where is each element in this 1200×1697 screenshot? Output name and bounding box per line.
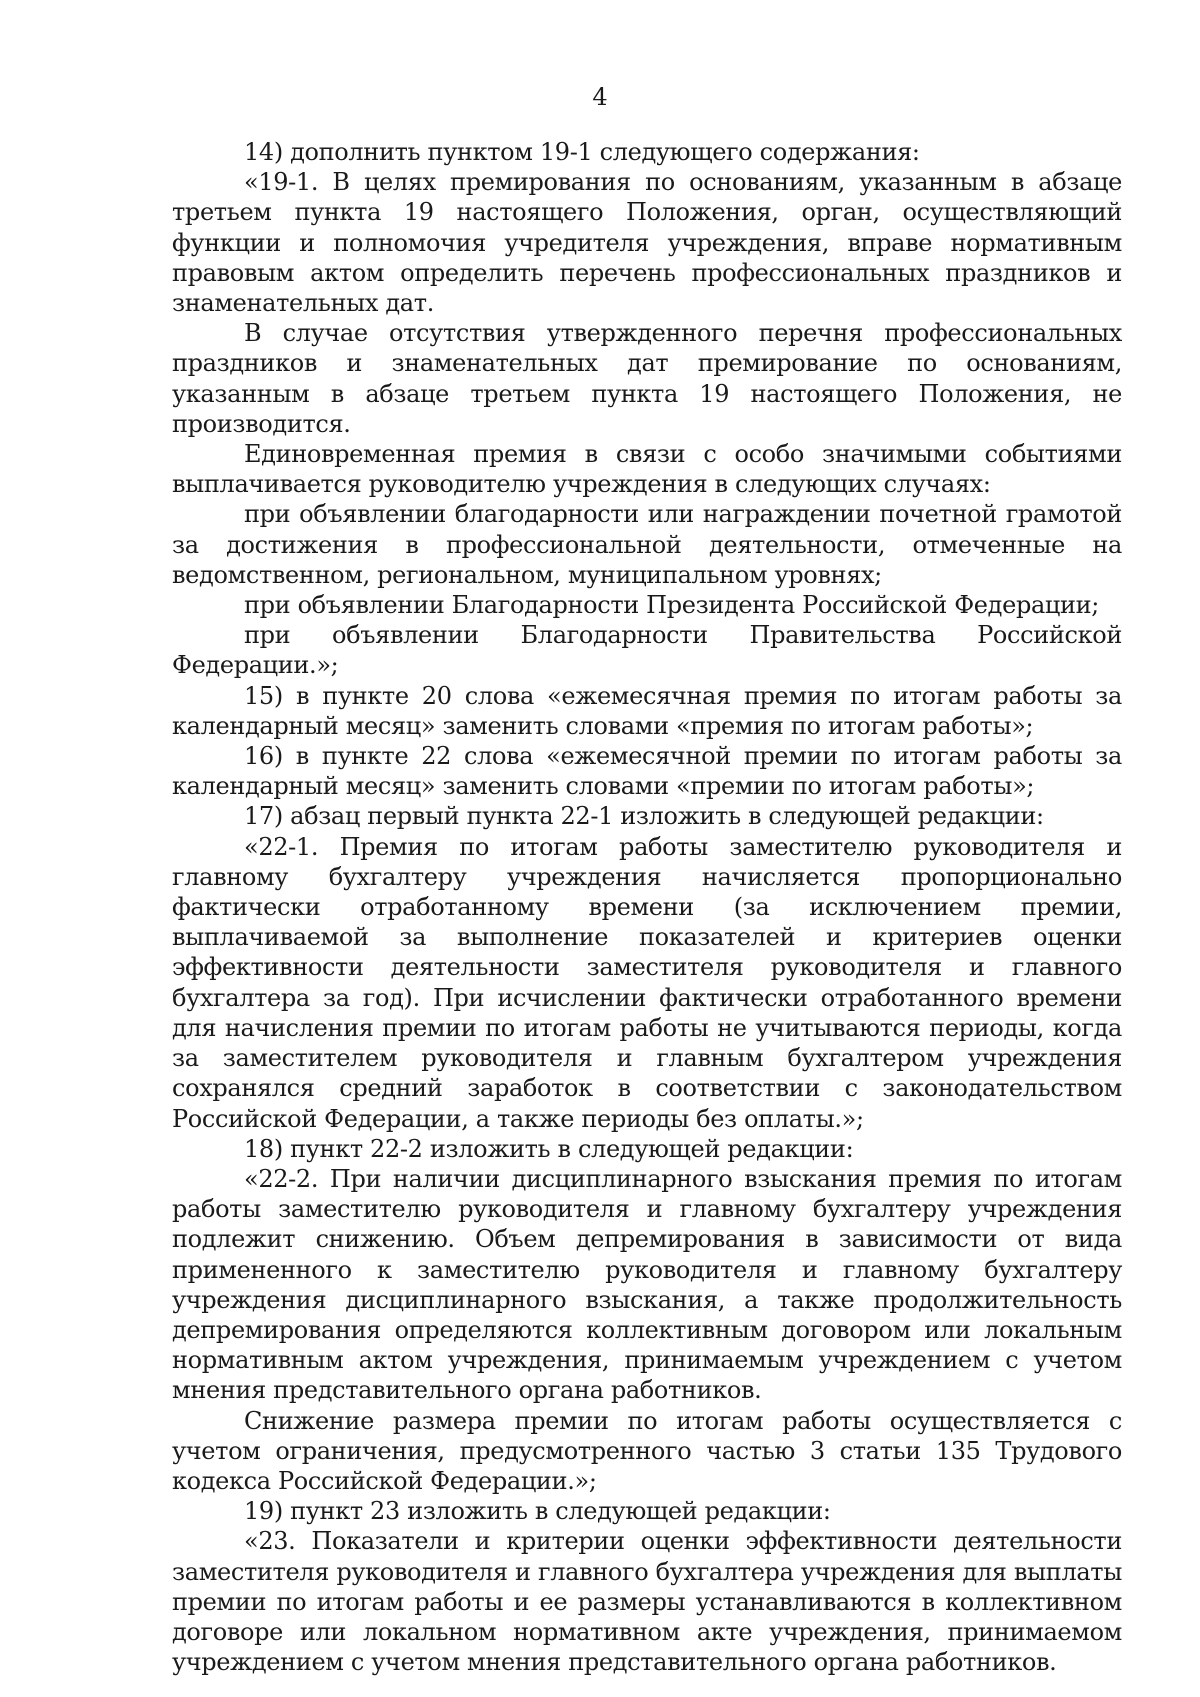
paragraph-22-1: «22-1. Премия по итогам работы заместителю руководителя и главному бухгалтеру учреждения начисляется пропорционально фактически отработанному времени (за исключением премии, выплачиваемой за выполнение показателей и критериев оценки эффективности деятельности заместителя руководителя и главного бухгалтера за год). При исчислении фактически отработанного времени для начисления премии по итогам работы не учитываются периоды, когда за заместителем руководителя и главным бухгалтером учреждения сохранялся средний заработок в соответствии с законодательством Российской Федерации, а также периоды без оплаты.»; [172, 832, 1122, 1133]
document-body [172, 137, 1122, 1677]
paragraph-19-1: «19-1. В целях премирования по основаниям, указанным в абзаце третьем пункта 19 настоящего Положения, орган, осуществляющий функции и полномочия учредителя учреждения, вправе нормативным правовым актом определить перечень профессиональных праздников и знаменательных дат. [172, 168, 1122, 318]
page-number: 4 [592, 83, 608, 111]
paragraph-15: 15) в пункте 20 слова «ежемесячная премия по итогам работы за календарный месяц» заменить словами «премия по итогам работы»; [172, 681, 1122, 740]
paragraph-gratitude-certificate: при объявлении благодарности или награждении почетной грамотой за достижения в профессиональной деятельности, отмеченные на ведомственном, региональном, муниципальном уровнях; [172, 500, 1122, 589]
paragraph-president-gratitude: при объявлении Благодарности Президента Российской Федерации; [244, 591, 1100, 620]
paragraph-23: «23. Показатели и критерии оценки эффективности деятельности заместителя руководителя и главного бухгалтера учреждения для выплаты премии по итогам работы и ее размеры устанавливаются в коллективном договоре или локальном нормативном акте учреждения, принимаемом учреждением с учетом мнения представительного органа работников. [172, 1527, 1122, 1677]
paragraph-17: 17) абзац первый пункта 22-1 изложить в следующей редакции: [244, 802, 1044, 831]
paragraph-14-intro: 14) дополнить пунктом 19-1 следующего содержания: [244, 138, 920, 166]
paragraph-16: 16) в пункте 22 слова «ежемесячной премии по итогам работы за календарный месяц» заменить словами «премии по итогам работы»; [172, 742, 1122, 801]
paragraph-19: 19) пункт 23 изложить в следующей редакции: [244, 1497, 831, 1526]
paragraph-government-gratitude: при объявлении Благодарности Правительства Российской Федерации.»; [172, 621, 1122, 680]
paragraph-absence-case: В случае отсутствия утвержденного перечня профессиональных праздников и знаменательных дат премирование по основаниям, указанным в абзаце третьем пункта 19 настоящего Положения, не производится. [172, 319, 1122, 438]
paragraph-18: 18) пункт 22-2 изложить в следующей редакции: [244, 1134, 854, 1163]
paragraph-bonus-reduction: Снижение размера премии по итогам работы осуществляется с учетом ограничения, предусмотренного частью 3 статьи 135 Трудового кодекса Российской Федерации.»; [172, 1406, 1122, 1495]
paragraph-one-time-bonus: Единовременная премия в связи с особо значимыми событиями выплачивается руководителю учреждения в следующих случаях: [172, 440, 1122, 499]
paragraph-22-2: «22-2. При наличии дисциплинарного взыскания премия по итогам работы заместителю руководителя и главному бухгалтеру учреждения подлежит снижению. Объем депремирования в зависимости от вида примененного к заместителю руководителя и главному бухгалтеру учреждения дисциплинарного взыскания, а также продолжительность депремирования определяются коллективным договором или локальным нормативным актом учреждения, принимаемым учреждением с учетом мнения представительного органа работников. [172, 1164, 1122, 1405]
